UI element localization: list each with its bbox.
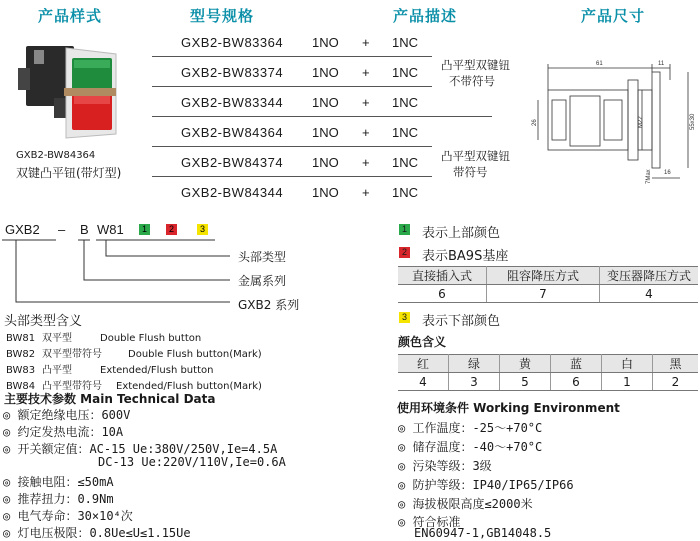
- product-code: GXB2-BW84364: [16, 150, 96, 161]
- color-table-header: 白: [602, 355, 653, 373]
- base-table-header: 阻容降压方式: [487, 267, 600, 285]
- legend-box-3: 3: [399, 312, 410, 323]
- row-divider: [152, 176, 432, 177]
- model-code: GXB2-BW83344: [181, 95, 284, 110]
- env-item: ◎ 符合标准: [398, 515, 461, 529]
- base-table-header: 变压器降压方式: [600, 267, 699, 285]
- tech-item: ◎ 约定发热电流：10A: [3, 425, 124, 439]
- model-code: GXB2-BW84374: [181, 155, 284, 170]
- desc-group1-line1: 凸平型双键钮: [441, 58, 510, 72]
- env-item: EN60947-1,GB14048.5: [414, 526, 552, 540]
- desc-group2-line2: 带符号: [453, 165, 488, 179]
- desc-group1-line2: 不带符号: [449, 74, 495, 88]
- config-nc: 1NC: [392, 155, 419, 170]
- tech-title: 主要技术参数 Main Technical Data: [4, 392, 216, 406]
- color-table-cell: 1: [602, 373, 653, 391]
- header-size: 产品尺寸: [581, 7, 646, 25]
- color-table-header: 红: [398, 355, 449, 373]
- tech-item: ◎ 电气寿命：30×10⁴次: [3, 509, 133, 523]
- model-code: GXB2-BW84344: [181, 185, 284, 200]
- dim-61: 61: [596, 61, 603, 67]
- config-plus: +: [362, 155, 370, 170]
- config-no: 1NO: [312, 155, 339, 170]
- env-item: ◎ 储存温度：-40～+70°C: [398, 440, 543, 454]
- config-no: 1NO: [312, 35, 339, 50]
- head-type-item: BW81 双平型 Double Flush button: [6, 333, 202, 344]
- code-part-b: B: [80, 222, 89, 237]
- config-nc: 1NC: [392, 95, 419, 110]
- color-table: [398, 354, 698, 391]
- env-item: ◎ 海拔极限高度≤2000米: [398, 497, 533, 511]
- row-divider: [152, 116, 492, 117]
- legend-box-1: 1: [399, 224, 410, 235]
- legend-item-3: 表示下部颜色: [422, 314, 501, 329]
- row-divider: [152, 86, 432, 87]
- legend-item-2: 表示BA9S基座: [422, 249, 509, 264]
- head-types-title: 头部类型含义: [4, 314, 83, 329]
- legend-box-2: 2: [399, 247, 410, 258]
- dimension-drawing: [530, 50, 698, 190]
- color-table-cell: 4: [398, 373, 449, 391]
- code-box-1: 1: [139, 224, 150, 235]
- tech-item: DC-13 Ue:220V/110V,Ie=0.6A: [98, 455, 286, 469]
- head-type-item: BW84 凸平型带符号 Extended/Flush button(Mark): [6, 381, 262, 392]
- config-no: 1NO: [312, 125, 339, 140]
- code-label-series: GXB2 系列: [238, 298, 300, 312]
- code-box-2: 2: [166, 224, 177, 235]
- row-divider: [152, 146, 432, 147]
- base-table-cell: 7: [487, 285, 600, 303]
- env-title: 使用环境条件 Working Environment: [397, 401, 620, 415]
- config-nc: 1NC: [392, 65, 419, 80]
- dim-16: 16: [664, 170, 671, 176]
- head-type-item: BW83 凸平型 Extended/Flush button: [6, 365, 214, 376]
- config-nc: 1NC: [392, 125, 419, 140]
- code-dash: –: [58, 222, 66, 237]
- header-desc: 产品描述: [393, 7, 458, 25]
- color-table-header: 黄: [500, 355, 551, 373]
- code-box-3: 3: [197, 224, 208, 235]
- code-label-head: 头部类型: [238, 250, 287, 264]
- row-divider: [152, 56, 432, 57]
- env-item: ◎ 工作温度：-25～+70°C: [398, 421, 543, 435]
- legend-item-1: 表示上部颜色: [422, 226, 501, 241]
- dim-7max: 7Max: [646, 169, 652, 184]
- color-table-header: 蓝: [551, 355, 602, 373]
- base-table-header: 直接插入式: [398, 267, 487, 285]
- product-name: 双键凸平钮(带灯型): [16, 166, 122, 180]
- env-item: ◎ 防护等级：IP40/IP65/IP66: [398, 478, 574, 492]
- tech-item: ◎ 接触电阻：≤50mA: [3, 475, 114, 489]
- tech-item: ◎ 额定绝缘电压：600V: [3, 408, 131, 422]
- base-table-cell: 4: [600, 285, 699, 303]
- tech-item: ◎ 推荐扭力：0.9Nm: [3, 492, 114, 506]
- color-table-title: 颜色含义: [398, 335, 447, 349]
- tech-item: ◎ 开关额定值：AC-15 Ue:380V/250V,Ie=4.5A: [3, 442, 278, 456]
- dim-m22: M22: [638, 116, 644, 128]
- config-plus: +: [362, 35, 370, 50]
- code-part-gxb2: GXB2: [5, 222, 40, 237]
- head-type-item: BW82 双平型带符号 Double Flush button(Mark): [6, 349, 262, 360]
- color-table-cell: 6: [551, 373, 602, 391]
- desc-group2-line1: 凸平型双键钮: [441, 149, 510, 163]
- config-plus: +: [362, 65, 370, 80]
- model-code: GXB2-BW83374: [181, 65, 284, 80]
- color-table-header: 绿: [449, 355, 500, 373]
- config-no: 1NO: [312, 185, 339, 200]
- base-table-cell: 6: [398, 285, 487, 303]
- config-no: 1NO: [312, 65, 339, 80]
- config-plus: +: [362, 125, 370, 140]
- config-nc: 1NC: [392, 185, 419, 200]
- color-table-cell: 3: [449, 373, 500, 391]
- color-table-cell: 2: [653, 373, 699, 391]
- color-table-cell: 5: [500, 373, 551, 391]
- config-plus: +: [362, 95, 370, 110]
- config-plus: +: [362, 185, 370, 200]
- product-image: [14, 38, 124, 148]
- config-nc: 1NC: [392, 35, 419, 50]
- env-item: ◎ 污染等级：3级: [398, 459, 492, 473]
- dim-11: 11: [658, 61, 665, 67]
- code-label-metal: 金属系列: [238, 274, 287, 288]
- config-no: 1NO: [312, 95, 339, 110]
- model-code: GXB2-BW83364: [181, 35, 284, 50]
- color-table-header: 黑: [653, 355, 699, 373]
- model-code: GXB2-BW84364: [181, 125, 284, 140]
- header-model: 型号规格: [190, 7, 255, 25]
- header-style: 产品样式: [38, 7, 103, 25]
- code-connector-lines: [0, 236, 240, 306]
- dim-26: 26: [532, 119, 538, 126]
- tech-item: ◎ 灯电压极限：0.8Ue≤U≤1.15Ue: [3, 526, 191, 540]
- base-table: [398, 266, 698, 303]
- code-part-w81: W81: [97, 222, 124, 237]
- dim-55x30: 55x30: [690, 113, 696, 130]
